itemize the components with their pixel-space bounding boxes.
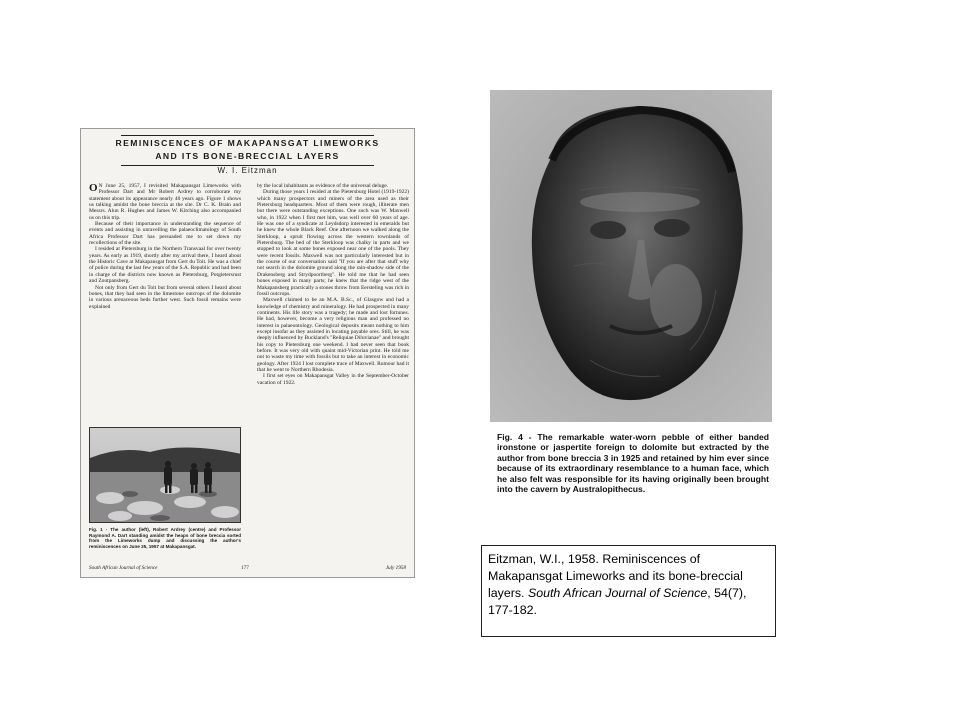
citation-box: [481, 545, 776, 637]
journal-page-scan: [80, 128, 415, 578]
page-number: 177: [241, 565, 249, 571]
citation-volume-pages: , 54(7), 177-182.: [488, 586, 747, 617]
article-paragraph: I first set eyes on Makapansgat Valley in the September-October vacation of 1922.: [257, 373, 409, 386]
fig1-photo: [89, 427, 241, 523]
article-paragraph: by the local inhabitants as evidence of the universal deluge.: [257, 183, 389, 189]
article-paragraph: I resided at Pietersburg in the Northern Transvaal for over twenty years. As early as 1919, shortly after my arrival there, I heard about the Historic Cave at Makapansgat from Gert du Toit. He was a chief of police during the last few years of the S.A. Republic and had been in charge of the districts now known as Pietersburg, Potgietersrust and Zoutpansberg.: [89, 246, 241, 285]
article-left-column: [89, 183, 241, 423]
article-title: REMINISCENCES OF MAKAPANSGAT LIMEWORKS AND ITS BONE-BRECCIAL LAYERS: [115, 138, 380, 161]
citation-journal: South African Journal of Science: [527, 586, 708, 600]
page-footer-journal: South African Journal of Science: [89, 565, 158, 571]
title-rule-top: [121, 135, 374, 136]
article-author: W. I. Eitzman: [217, 166, 278, 175]
pebble-photo: [490, 90, 772, 422]
article-paragraph: Because of their importance in understanding the sequence of events and assisting in unravelling the palaeoclimatology of South Africa Professor Dart has persuaded me to set down my recollections of the site.: [89, 221, 241, 247]
article-paragraph: O N June 25, 1957, I revisited Makapansgat Limeworks with Professor Dart and Mr Robert Ardrey to corroborate my statement about its appearance nearly 40 years ago. Figure 1 shows us talking amidst the bone breccia at the site. Dr C. K. Brain and Messrs. Alun R. Hughes and James W. Kitching also accompanied us on this trip.: [89, 183, 241, 221]
fig4-caption: Fig. 4 - The remarkable water-worn pebble of either banded ironstone or jaspertite foreign to dolomite but extracted by the author from bone breccia 3 in 1925 and retained by him ever since because of its extraordinary resemblance to a human face, which he also felt was responsible for its having originally been brought into the cavern by Australopithecus.: [497, 432, 769, 495]
article-paragraph: Not only from Gert du Toit but from several others I heard about bones, that they had seen in the limestone outcrops of the dolomite in various arenaceous beds further west. Such fossil remains were explained: [89, 284, 241, 310]
fig1-caption: Fig. 1 - The author (left), Robert Ardrey (centre) and Professor Raymond A. Dart standing amidst the heaps of bone breccia sorted from the Limeworks dump and discussing the author's reminiscences on June 25, 1957 at Makapansgat.: [89, 527, 241, 549]
article-paragraph: During those years I resided at the Pietersburg Hotel (1919-1922) which many prospectors and miners of the area used as their Pietersburg headquarters. Most of them were rough, illiterate men but there were outstanding exceptions. One such was W. Maxwell who, in 1922 when I first met him, was well over 60 years of age. He was one of a syndicate at Leydsdorp interested in emeralds but he knew the whole Black Reef. One afternoon we walked along the Sterkloop, a spruit flowing across the western townlands of Pietersburg. The bed of the Sterkloop was chalky in parts and we stopped to look at some bones exposed near one of the pools. They were recent fossils. Maxwell was not particularly interested but in the course of our conversation said "If you are after that stuff why not search in the dolomite ground along the rain-shadow side of the Drakensberg and Strydpoortberg". He told me that he had seen bones exposed in many parts; he knew that the ridge west of the Makapansberg practically a stones throw from Eersteling was rich in fossil outcrops.: [257, 189, 409, 297]
citation-authors-title: Eitzman, W.I., 1958. Reminiscences of Makapansgat Limeworks and its bone-breccial layers.: [488, 552, 743, 600]
article-right-column: [257, 183, 409, 565]
drop-cap: O: [89, 183, 98, 194]
article-paragraph: Maxwell claimed to be an M.A. B.Sc., of Glasgow and had a knowledge of chemistry and mineralogy. He had prospected in many continents. His life story was a tragedy; he made and lost fortunes. He had, however, become a very religious man and professed no interest in palaeontology. Geological deposits meant nothing to him except insofar as they assisted in locating payable ores. Still, he was deeply influenced by Buckland's "Reliquiae Diluvianae" and brought his copy to Pietersburg one weekend. I had never seen that book before. It was very old with quaint mid-Victorian print. He told me not to waste my time with fossils but to take an interest in economic geology. After 1924 I lost complete trace of Maxwell. Rumour had it that he went to Northern Rhodesia.: [257, 297, 409, 373]
page-footer-date: July 1958: [385, 565, 406, 571]
